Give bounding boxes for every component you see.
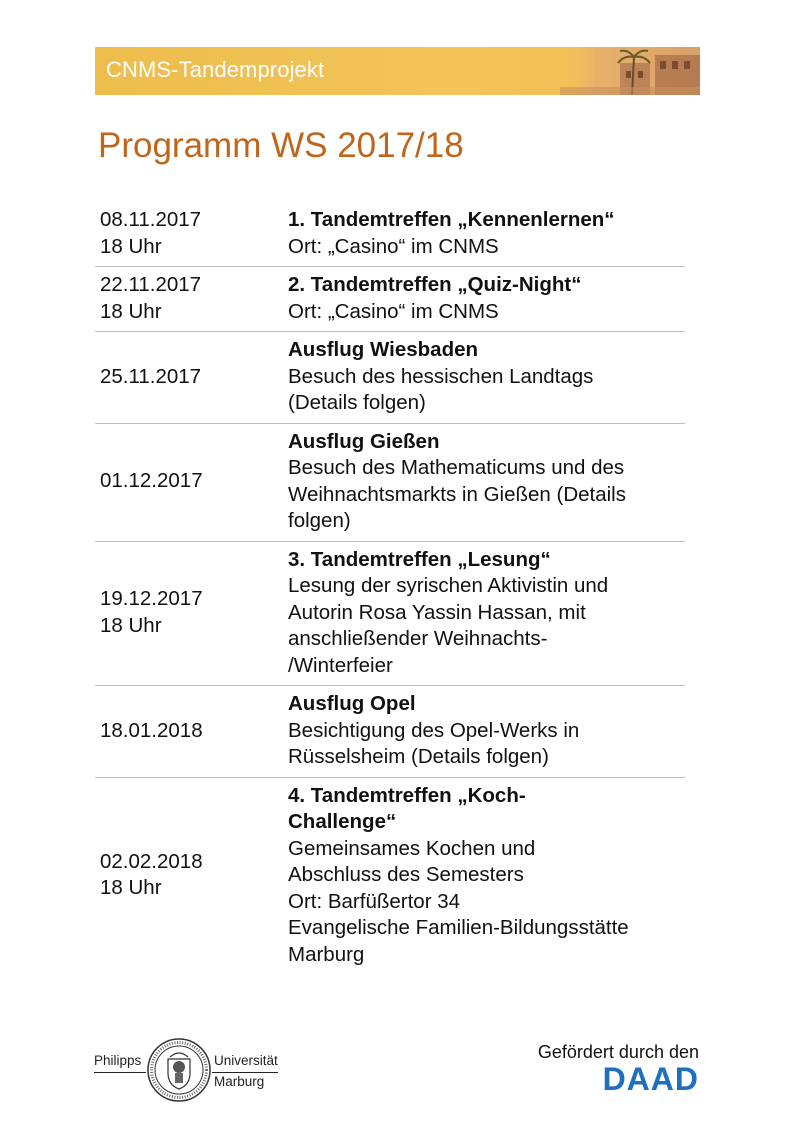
table-row xyxy=(95,686,685,778)
event-title: 1. Tandemtreffen „Kennenlernen“ xyxy=(288,208,615,231)
event-time: 18 Uhr xyxy=(100,299,162,323)
table-row xyxy=(95,202,685,267)
event-title: Ausflug Wiesbaden xyxy=(288,338,479,361)
logo-word-universitaet: Universität xyxy=(214,1053,278,1068)
logo-rule xyxy=(212,1072,278,1073)
event-date-cell xyxy=(95,332,288,424)
event-line: Besuch des Mathematicums und des xyxy=(288,456,625,479)
event-line: /Winterfeier xyxy=(288,653,393,677)
event-date-cell xyxy=(95,202,288,267)
event-title-line: 4. Tandemtreffen „Koch- xyxy=(288,783,526,807)
event-line: Besichtigung des Opel-Werks in xyxy=(288,718,580,742)
event-date-cell xyxy=(95,267,288,332)
event-time: 18 Uhr xyxy=(100,234,162,258)
event-date: 02.02.2018 xyxy=(100,849,203,873)
event-line: Ort: „Casino“ im CNMS xyxy=(288,234,499,258)
event-line: Ort: Barfüßertor 34 xyxy=(288,889,461,913)
table-row xyxy=(95,777,685,974)
event-title: Ausflug Opel xyxy=(288,692,416,715)
sponsor-text: Gefördert durch den xyxy=(537,1042,699,1062)
event-title-line: Challenge“ xyxy=(288,810,397,833)
event-line: Autorin Rosa Yassin Hassan, mit xyxy=(288,600,586,624)
event-line: Besuch des hessischen Landtags xyxy=(288,364,594,388)
event-date: 08.11.2017 xyxy=(100,208,202,231)
event-line: Weihnachtsmarkts in Gießen (Details xyxy=(288,482,626,506)
event-line: (Details folgen) xyxy=(288,391,426,414)
sponsor-block xyxy=(538,1042,699,1098)
event-description-cell xyxy=(288,541,685,686)
event-date: 25.11.2017 xyxy=(100,364,202,388)
event-time: 18 Uhr xyxy=(100,876,162,900)
event-date: 22.11.2017 xyxy=(100,273,202,296)
event-line: Ort: „Casino“ im CNMS xyxy=(288,299,499,323)
event-line: folgen) xyxy=(288,509,351,532)
logo-rule xyxy=(94,1072,146,1073)
daad-logo: DAAD xyxy=(602,1061,699,1097)
event-title: Ausflug Gießen xyxy=(288,429,440,453)
program-table xyxy=(95,202,685,974)
event-date-cell xyxy=(95,686,288,778)
university-logo xyxy=(94,1037,284,1107)
event-description-cell xyxy=(288,423,685,541)
event-time: 18 Uhr xyxy=(100,613,162,637)
event-date: 19.12.2017 xyxy=(100,587,203,611)
university-seal-icon xyxy=(146,1037,212,1103)
event-description-cell xyxy=(288,777,685,974)
event-line: Abschluss des Semesters xyxy=(288,863,524,886)
event-date-cell xyxy=(95,777,288,974)
event-line: Lesung der syrischen Aktivistin und xyxy=(288,574,609,597)
logo-word-marburg: Marburg xyxy=(214,1074,265,1089)
header-bar xyxy=(95,47,700,95)
header-photo xyxy=(560,47,700,95)
event-line: Marburg xyxy=(288,942,365,966)
table-row xyxy=(95,267,685,332)
event-line: Rüsselsheim (Details folgen) xyxy=(288,745,549,768)
event-line: Evangelische Familien-Bildungsstätte xyxy=(288,916,629,939)
logo-word-philipps: Philipps xyxy=(94,1053,142,1068)
event-line: Gemeinsames Kochen und xyxy=(288,836,536,860)
event-title: 2. Tandemtreffen „Quiz-Night“ xyxy=(288,273,582,296)
page-title: Programm WS 2017/18 xyxy=(98,126,464,165)
event-description-cell xyxy=(288,267,685,332)
event-description-cell xyxy=(288,202,685,267)
table-row xyxy=(95,332,685,424)
header-title: CNMS-Tandemprojekt xyxy=(106,57,325,82)
event-date-cell xyxy=(95,541,288,686)
event-date-cell xyxy=(95,423,288,541)
table-row xyxy=(95,541,685,686)
event-line: anschließender Weihnachts- xyxy=(288,627,548,650)
event-date: 18.01.2018 xyxy=(100,718,203,742)
event-description-cell xyxy=(288,332,685,424)
event-title: 3. Tandemtreffen „Lesung“ xyxy=(288,547,551,571)
event-description-cell xyxy=(288,686,685,778)
table-row xyxy=(95,423,685,541)
event-date: 01.12.2017 xyxy=(100,469,203,493)
